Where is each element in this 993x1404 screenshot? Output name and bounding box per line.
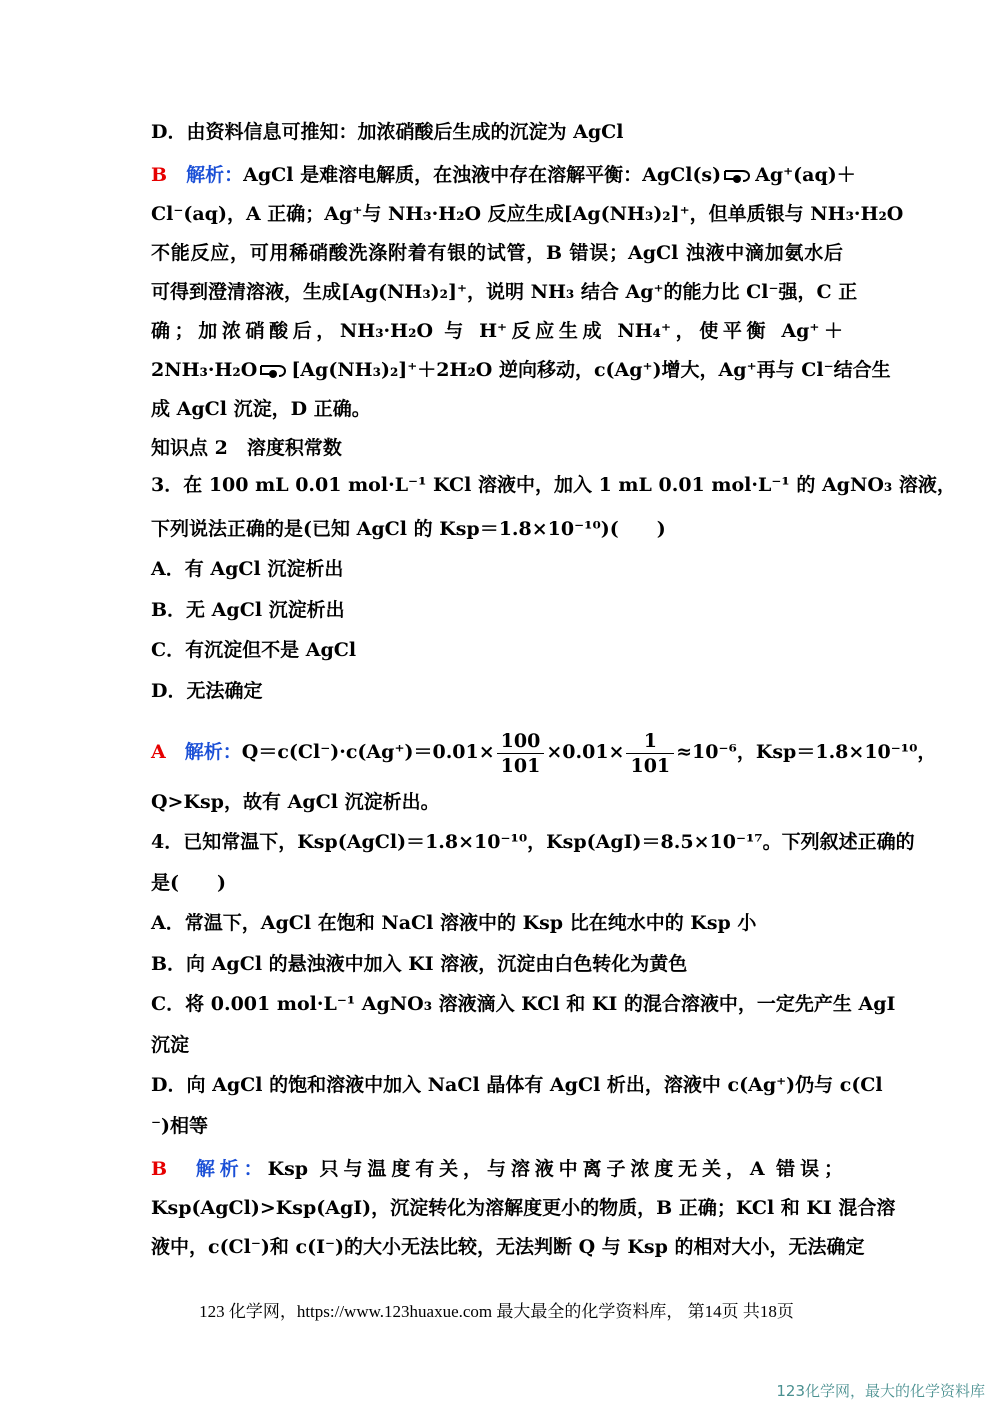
question-3-stem: 3．在 100 mL 0.01 mol·L⁻¹ KCl 溶液中，加入 1 mL 0.01 mol·L⁻¹ 的 AgNO₃ 溶液， bbox=[151, 474, 956, 496]
question-4-stem-2: 是( ) bbox=[151, 872, 226, 894]
analysis-3-line-2: Q>Ksp，故有 AgCl 沉淀析出。 bbox=[151, 791, 440, 813]
analysis-text-end: Ag⁺(aq)＋ bbox=[755, 164, 856, 186]
analysis-line-3: 不能反应，可用稀硝酸洗涤附着有银的试管，B 错误；AgCl 浊液中滴加氨水后 bbox=[151, 242, 843, 264]
section-heading: 知识点 2 溶度积常数 bbox=[151, 437, 342, 459]
analysis-label: 解析： bbox=[186, 164, 244, 186]
question-3-option-b: B．无 AgCl 沉淀析出 bbox=[151, 599, 345, 621]
formula-part: Q＝c(Cl⁻)·c(Ag⁺)＝0.01× bbox=[241, 741, 495, 763]
formula-part: ×0.01× bbox=[546, 741, 625, 763]
analysis-3-line-1 bbox=[151, 720, 937, 784]
answer-letter: A bbox=[151, 741, 166, 763]
analysis-label: 解析： bbox=[184, 741, 242, 763]
analysis-line-6 bbox=[151, 358, 891, 382]
analysis-line-5: 确；加浓硝酸后，NH₃·H₂O 与 H⁺反应生成 NH₄⁺，使平衡 Ag⁺＋ bbox=[151, 320, 843, 342]
fraction-numerator: 1 bbox=[626, 729, 674, 754]
reversible-arrow-icon bbox=[259, 360, 289, 380]
question-3-stem-2: 下列说法正确的是(已知 AgCl 的 Ksp＝1.8×10⁻¹⁰)( ) bbox=[151, 518, 666, 540]
equation-right: [Ag(NH₃)₂]⁺＋2H₂O 逆向移动，c(Ag⁺)增大，Ag⁺再与 Cl⁻结合生 bbox=[291, 359, 891, 381]
fraction-denominator: 101 bbox=[630, 754, 671, 777]
fraction bbox=[626, 729, 674, 778]
equation-left: 2NH₃·H₂O bbox=[151, 359, 258, 381]
question-4-option-c: C．将 0.001 mol·L⁻¹ AgNO₃ 溶液滴入 KCl 和 KI 的混合溶液中，一定先产生 AgI bbox=[151, 993, 896, 1015]
analysis-4-line-1 bbox=[151, 1157, 843, 1181]
analysis-label: 解析： bbox=[195, 1158, 268, 1180]
page-footer: 123 化学网，https://www.123huaxue.com 最大最全的化学资料库， 第14页 共18页 bbox=[199, 1302, 794, 1321]
question-4-option-b: B．向 AgCl 的悬浊液中加入 KI 溶液，沉淀由白色转化为黄色 bbox=[151, 953, 688, 975]
fraction-denominator: 101 bbox=[500, 754, 541, 777]
question-4-stem: 4．已知常温下，Ksp(AgCl)＝1.8×10⁻¹⁰，Ksp(AgI)＝8.5×10⁻¹⁷。下列叙述正确的 bbox=[151, 831, 915, 853]
analysis-4-line-3: 液中，c(Cl⁻)和 c(I⁻)的大小无法比较，无法判断 Q 与 Ksp 的相对大小，无法确定 bbox=[151, 1236, 865, 1258]
question-4-option-c-2: 沉淀 bbox=[151, 1034, 190, 1056]
analysis-text: AgCl 是难溶电解质，在浊液中存在溶解平衡：AgCl(s) bbox=[243, 164, 722, 186]
question-4-option-a: A．常温下，AgCl 在饱和 NaCl 溶液中的 Ksp 比在纯水中的 Ksp 小 bbox=[151, 912, 757, 934]
analysis-line-7: 成 AgCl 沉淀，D 正确。 bbox=[151, 398, 371, 420]
analysis-line-2: Cl⁻(aq)，A 正确；Ag⁺与 NH₃·H₂O 反应生成[Ag(NH₃)₂]⁺，但单质银与 NH₃·H₂O bbox=[151, 203, 904, 225]
fraction-numerator: 100 bbox=[497, 729, 545, 754]
question-4-option-d-2: ⁻)相等 bbox=[151, 1115, 209, 1137]
question-3-option-d: D．无法确定 bbox=[151, 680, 263, 702]
analysis-line-4: 可得到澄清溶液，生成[Ag(NH₃)₂]⁺，说明 NH₃ 结合 Ag⁺的能力比 Cl⁻强，C 正 bbox=[151, 281, 858, 303]
reversible-arrow-icon bbox=[723, 165, 753, 185]
question-4-option-d: D．向 AgCl 的饱和溶液中加入 NaCl 晶体有 AgCl 析出，溶液中 c(Ag⁺)仍与 c(Cl bbox=[151, 1074, 883, 1096]
analysis-line-1 bbox=[151, 163, 856, 187]
answer-letter: B bbox=[151, 1158, 168, 1180]
question-3-option-c: C．有沉淀但不是 AgCl bbox=[151, 639, 357, 661]
answer-letter: B bbox=[151, 164, 168, 186]
fraction bbox=[497, 729, 545, 778]
option-d-text: D．由资料信息可推知：加浓硝酸后生成的沉淀为 AgCl bbox=[151, 121, 624, 143]
question-3-option-a: A．有 AgCl 沉淀析出 bbox=[151, 558, 344, 580]
site-watermark-label: 123化学网，最大的化学资料库 bbox=[776, 1382, 985, 1400]
formula-part: ≈10⁻⁶，Ksp＝1.8×10⁻¹⁰， bbox=[676, 741, 937, 763]
analysis-text: Ksp 只与温度有关，与溶液中离子浓度无关，A 错误； bbox=[267, 1158, 843, 1180]
analysis-4-line-2: Ksp(AgCl)>Ksp(AgI)，沉淀转化为溶解度更小的物质，B 正确；KCl 和 KI 混合溶 bbox=[151, 1197, 896, 1219]
